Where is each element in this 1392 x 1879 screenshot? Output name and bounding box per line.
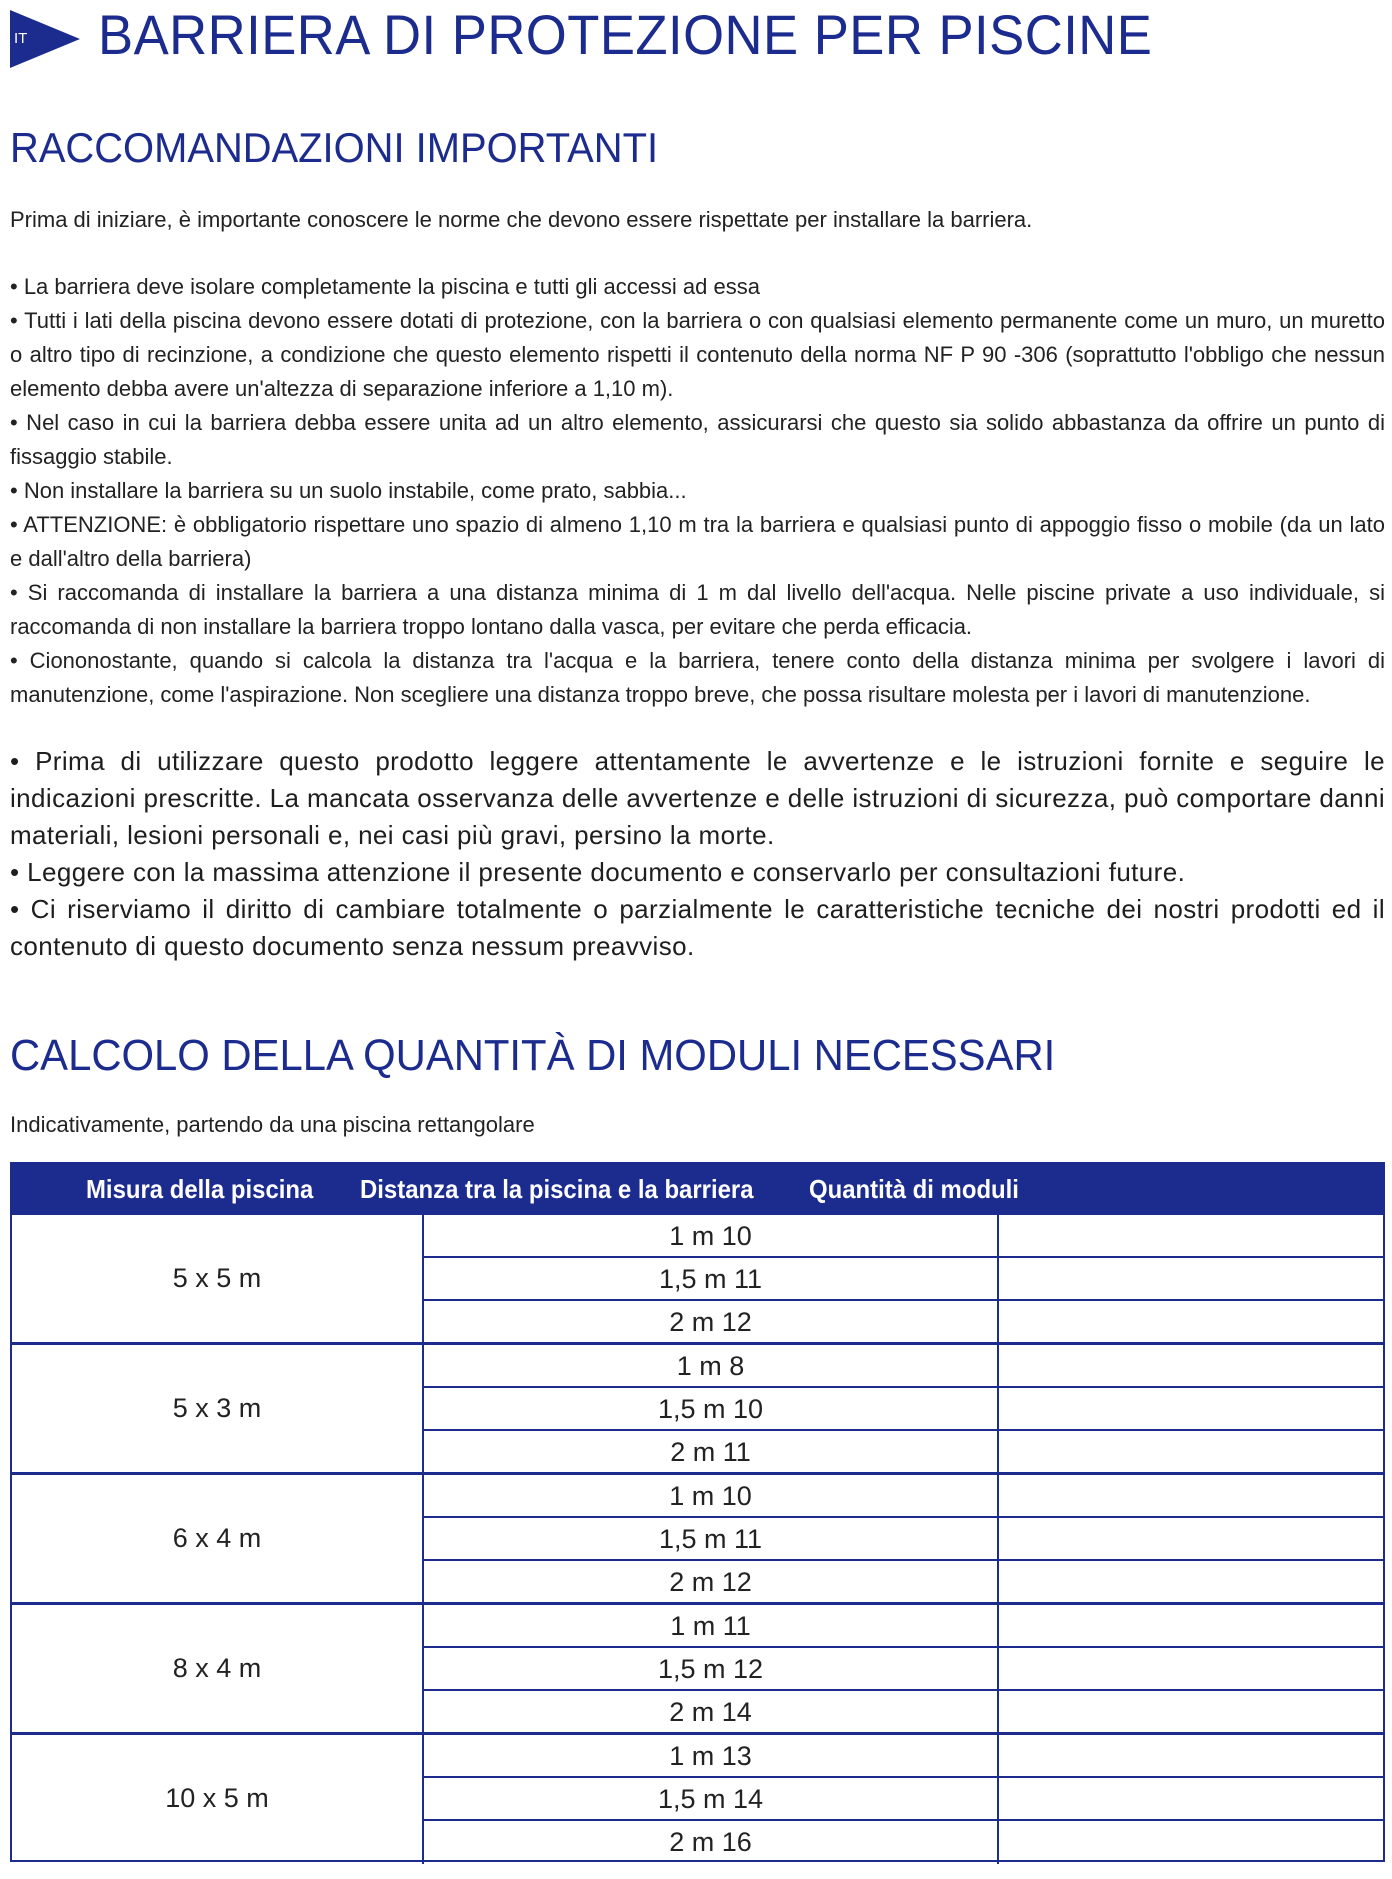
table-header: [12, 1164, 1383, 1212]
pool-size-cell: 5 x 3 m: [172, 1393, 262, 1423]
distance-quantity-cell: 1,5 m 10: [422, 1388, 999, 1431]
recommendation-item: • Ciononostante, quando si calcola la distanza tra l'acqua e la barriera, tenere conto della distanza minima per svolgere i lavori di manutenzione, come l'aspirazione. Non scegliere una distanza troppo breve, che possa risultare molesta per i lavori di manutenzione.: [10, 648, 1385, 707]
distance-quantity-cell: 1 m 13: [422, 1735, 999, 1778]
distance-quantity-cell: 2 m 12: [422, 1301, 999, 1344]
quantity-cell: [999, 1258, 1385, 1301]
warning-item: • Prima di utilizzare questo prodotto leggere attentamente le avvertenze e le istruzioni fornite e seguire le indicazioni prescritte. La mancata osservanza delle avvertenze e delle istruzioni di sicurezza, può comportare danni materiali, lesioni personali e, nei casi più gravi, persino la morte.: [10, 746, 1385, 850]
recommendation-item: • La barriera deve isolare completamente la piscina e tutti gli accessi ad essa: [10, 274, 760, 299]
quantity-cell: [999, 1431, 1385, 1474]
header-distance: Distanza tra la piscina e la barriera: [360, 1174, 754, 1204]
recommendation-item: • ATTENZIONE: è obbligatorio rispettare uno spazio di almeno 1,10 m tra la barriera e qualsiasi punto di appoggio fisso o mobile (da un lato e dall'altro della barriera): [10, 512, 1385, 571]
table-row-group: [12, 1472, 1383, 1602]
pool-size-cell: 6 x 4 m: [172, 1523, 262, 1553]
modules-table: [10, 1162, 1385, 1862]
quantity-cell: [999, 1518, 1385, 1561]
recommendation-item: • Non installare la barriera su un suolo instabile, come prato, sabbia...: [10, 478, 687, 503]
distance-quantity-cell: 1,5 m 12: [422, 1648, 999, 1691]
warning-item: • Leggere con la massima attenzione il presente documento e conservarlo per consultazioni future.: [10, 857, 1186, 887]
recommendation-item: • Tutti i lati della piscina devono essere dotati di protezione, con la barriera o con qualsiasi elemento permanente come un muro, un muretto o altro tipo di recinzione, a condizione che questo elemento rispetti il contenuto della norma NF P 90 -306 (soprattutto l'obbligo che nessun elemento debba avere un'altezza di separazione inferiore a 1,10 m).: [10, 308, 1385, 401]
quantity-cell: [999, 1691, 1385, 1734]
table-row-group: [12, 1602, 1383, 1732]
recommendations-intro: Prima di iniziare, è importante conoscere le norme che devono essere rispettate per installare la barriera.: [10, 207, 1033, 232]
quantity-cell: [999, 1648, 1385, 1691]
quantity-cell: [999, 1605, 1385, 1648]
language-code: IT: [14, 30, 28, 47]
quantity-cell: [999, 1345, 1385, 1388]
quantity-cell: [999, 1735, 1385, 1778]
warnings-list: [10, 743, 1385, 965]
pool-size-cell: 5 x 5 m: [172, 1263, 262, 1293]
quantity-cell: [999, 1561, 1385, 1604]
table-row-group: [12, 1212, 1383, 1342]
distance-quantity-cell: 1,5 m 11: [422, 1258, 999, 1301]
distance-quantity-cell: 2 m 12: [422, 1561, 999, 1604]
header-pool-size: Misura della piscina: [86, 1174, 314, 1204]
recommendations-list: [10, 270, 1385, 712]
distance-quantity-cell: 2 m 14: [422, 1691, 999, 1734]
distance-quantity-cell: 1 m 8: [422, 1345, 999, 1388]
recommendation-item: • Nel caso in cui la barriera debba essere unita ad un altro elemento, assicurarsi che questo sia solido abbastanza da offrire un punto di fissaggio stabile.: [10, 410, 1385, 469]
recommendations-title: RACCOMANDAZIONI IMPORTANTI: [10, 124, 659, 171]
distance-quantity-cell: 1,5 m 14: [422, 1778, 999, 1821]
quantity-cell: [999, 1301, 1385, 1344]
quantity-cell: [999, 1215, 1385, 1258]
quantity-cell: [999, 1821, 1385, 1864]
quantity-cell: [999, 1778, 1385, 1821]
recommendation-item: • Si raccomanda di installare la barriera a una distanza minima di 1 m dal livello dell'acqua. Nelle piscine private a uso individuale, si raccomanda di non installare la barriera troppo lontano dalla vasca, per evitare che perda efficacia.: [10, 580, 1385, 639]
header-quantity: Quantità di moduli: [809, 1174, 1019, 1204]
table-row-group: [12, 1732, 1383, 1862]
page-title: BARRIERA DI PROTEZIONE PER PISCINE: [98, 3, 1153, 66]
calculation-title: CALCOLO DELLA QUANTITÀ DI MODULI NECESSARI: [10, 1031, 1056, 1080]
pool-size-cell: 8 x 4 m: [172, 1653, 262, 1683]
language-tag: [10, 10, 80, 68]
quantity-cell: [999, 1388, 1385, 1431]
calculation-intro: Indicativamente, partendo da una piscina rettangolare: [10, 1112, 535, 1137]
distance-quantity-cell: 1 m 10: [422, 1475, 999, 1518]
warning-item: • Ci riserviamo il diritto di cambiare totalmente o parzialmente le caratteristiche tecniche dei nostri prodotti ed il contenuto di questo documento senza nessum preavviso.: [10, 894, 1385, 961]
distance-quantity-cell: 1 m 11: [422, 1605, 999, 1648]
distance-quantity-cell: 1,5 m 11: [422, 1518, 999, 1561]
pool-size-cell: 10 x 5 m: [165, 1783, 269, 1813]
distance-quantity-cell: 2 m 11: [422, 1431, 999, 1474]
distance-quantity-cell: 1 m 10: [422, 1215, 999, 1258]
table-row-group: [12, 1342, 1383, 1472]
quantity-cell: [999, 1475, 1385, 1518]
distance-quantity-cell: 2 m 16: [422, 1821, 999, 1864]
